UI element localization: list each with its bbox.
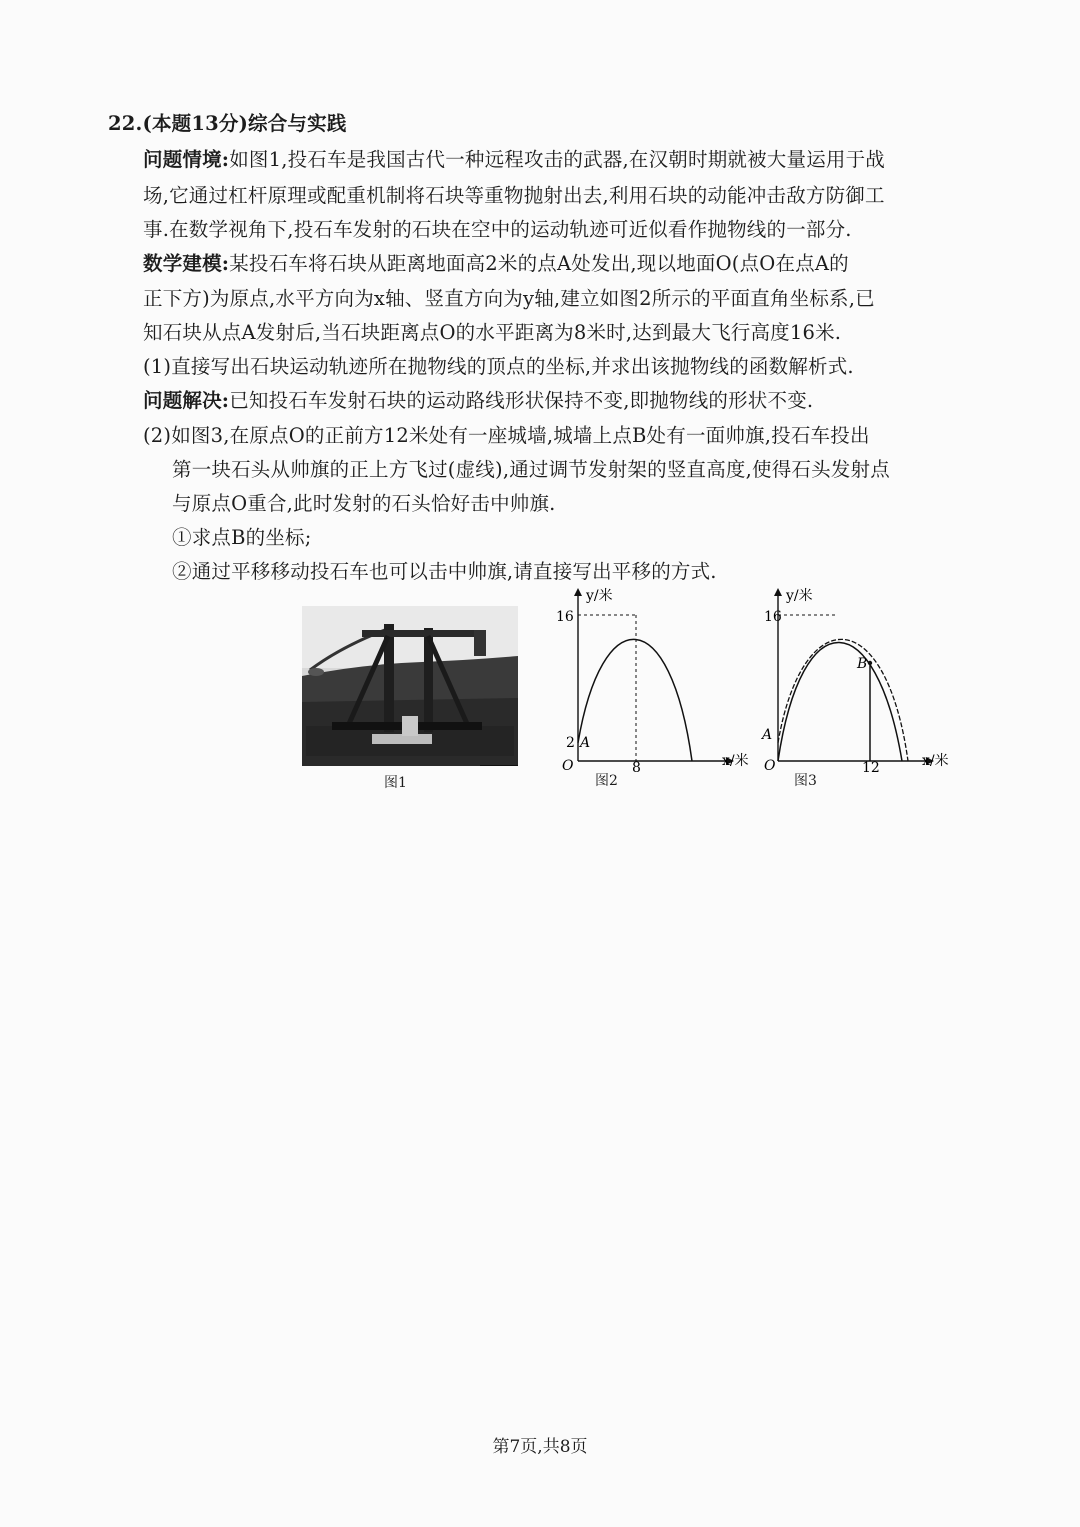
question-line bbox=[143, 146, 885, 174]
fig2-tick-8: 8 bbox=[632, 760, 641, 774]
fig3-solid-parabola bbox=[778, 642, 902, 761]
fig2-x-axis-label: x/米 bbox=[722, 753, 749, 769]
question-text: 某投石车将石块从距离地面高2米的点A处发出,现以地面O(点O在点A的 bbox=[229, 252, 849, 275]
figure-1-caption: 图1 bbox=[384, 775, 407, 791]
question-line bbox=[172, 456, 890, 484]
figure-2-graph bbox=[552, 584, 758, 774]
question-line bbox=[143, 285, 875, 313]
fig3-x-axis-label: x/米 bbox=[922, 753, 949, 769]
figure-3 bbox=[758, 584, 964, 774]
figure-3-caption: 图3 bbox=[794, 773, 817, 789]
question-text: 如图1,投石车是我国古代一种远程攻击的武器,在汉朝时期就被大量运用于战 bbox=[229, 148, 886, 171]
figure-3-graph bbox=[758, 584, 964, 774]
question-line bbox=[143, 353, 854, 381]
fig3-tick-12: 12 bbox=[862, 760, 880, 774]
question-text: 事.在数学视角下,投石车发射的石块在空中的运动轨迹可近似看作抛物线的一部分. bbox=[143, 218, 852, 241]
fig3-tick-16: 16 bbox=[764, 609, 782, 625]
fig2-origin-label: O bbox=[562, 758, 574, 774]
question-line bbox=[143, 319, 841, 347]
question-text: 知石块从点A发射后,当石块距离点O的水平距离为8米时,达到最大飞行高度16米. bbox=[143, 321, 842, 344]
fig3-origin-label: O bbox=[764, 758, 776, 774]
question-text: (1)直接写出石块运动轨迹所在抛物线的顶点的坐标,并求出该抛物线的函数解析式. bbox=[143, 355, 854, 378]
question-line bbox=[143, 216, 852, 244]
question-text: ①求点B的坐标; bbox=[172, 526, 312, 549]
question-line bbox=[143, 422, 870, 450]
question-line bbox=[172, 524, 312, 552]
question-line bbox=[143, 250, 849, 278]
figure-2 bbox=[552, 584, 758, 774]
section-lead: 数学建模: bbox=[143, 252, 230, 275]
question-text: (2)如图3,在原点O的正前方12米处有一座城墙,城墙上点B处有一面帅旗,投石车投出 bbox=[143, 424, 870, 447]
fig2-y-axis-label: y/米 bbox=[586, 588, 613, 604]
fig3-y-axis-label: y/米 bbox=[786, 588, 813, 604]
fig3-point-a-label: A bbox=[762, 727, 773, 743]
question-text: 与原点O重合,此时发射的石头恰好击中帅旗. bbox=[172, 492, 556, 515]
fig3-dashed-parabola bbox=[778, 639, 908, 761]
question-text: 场,它通过杠杆原理或配重机制将石块等重物抛射出去,利用石块的动能冲击敌方防御工 bbox=[143, 184, 885, 207]
fig2-parabola bbox=[578, 639, 692, 761]
fig3-point-b bbox=[868, 661, 872, 665]
fig2-tick-16: 16 bbox=[556, 609, 574, 625]
page-footer: 第7页,共8页 bbox=[492, 1437, 588, 1457]
question-text: ②通过平移移动投石车也可以击中帅旗,请直接写出平移的方式. bbox=[172, 560, 717, 583]
question-line bbox=[172, 490, 556, 518]
trebuchet-photo-image bbox=[302, 606, 518, 766]
question-text: 已知投石车发射石块的运动路线形状保持不变,即抛物线的形状不变. bbox=[229, 389, 814, 412]
fig2-tick-2: 2 bbox=[566, 735, 575, 751]
question-text: 第一块石头从帅旗的正上方飞过(虚线),通过调节发射架的竖直高度,使得石头发射点 bbox=[172, 458, 890, 481]
question-line bbox=[143, 182, 885, 210]
figure-1-photo bbox=[302, 606, 518, 766]
fig3-point-b-label: B bbox=[857, 656, 868, 672]
question-line bbox=[172, 558, 717, 586]
question-line bbox=[143, 387, 813, 415]
figure-2-caption: 图2 bbox=[595, 773, 618, 789]
section-lead: 问题情境: bbox=[143, 148, 230, 171]
fig2-point-a-label: A bbox=[580, 735, 591, 751]
section-lead: 问题解决: bbox=[143, 389, 230, 412]
question-text: 正下方)为原点,水平方向为x轴、竖直方向为y轴,建立如图2所示的平面直角坐标系,已 bbox=[143, 287, 875, 310]
question-title: 22.(本题13分)综合与实践 bbox=[108, 112, 347, 135]
